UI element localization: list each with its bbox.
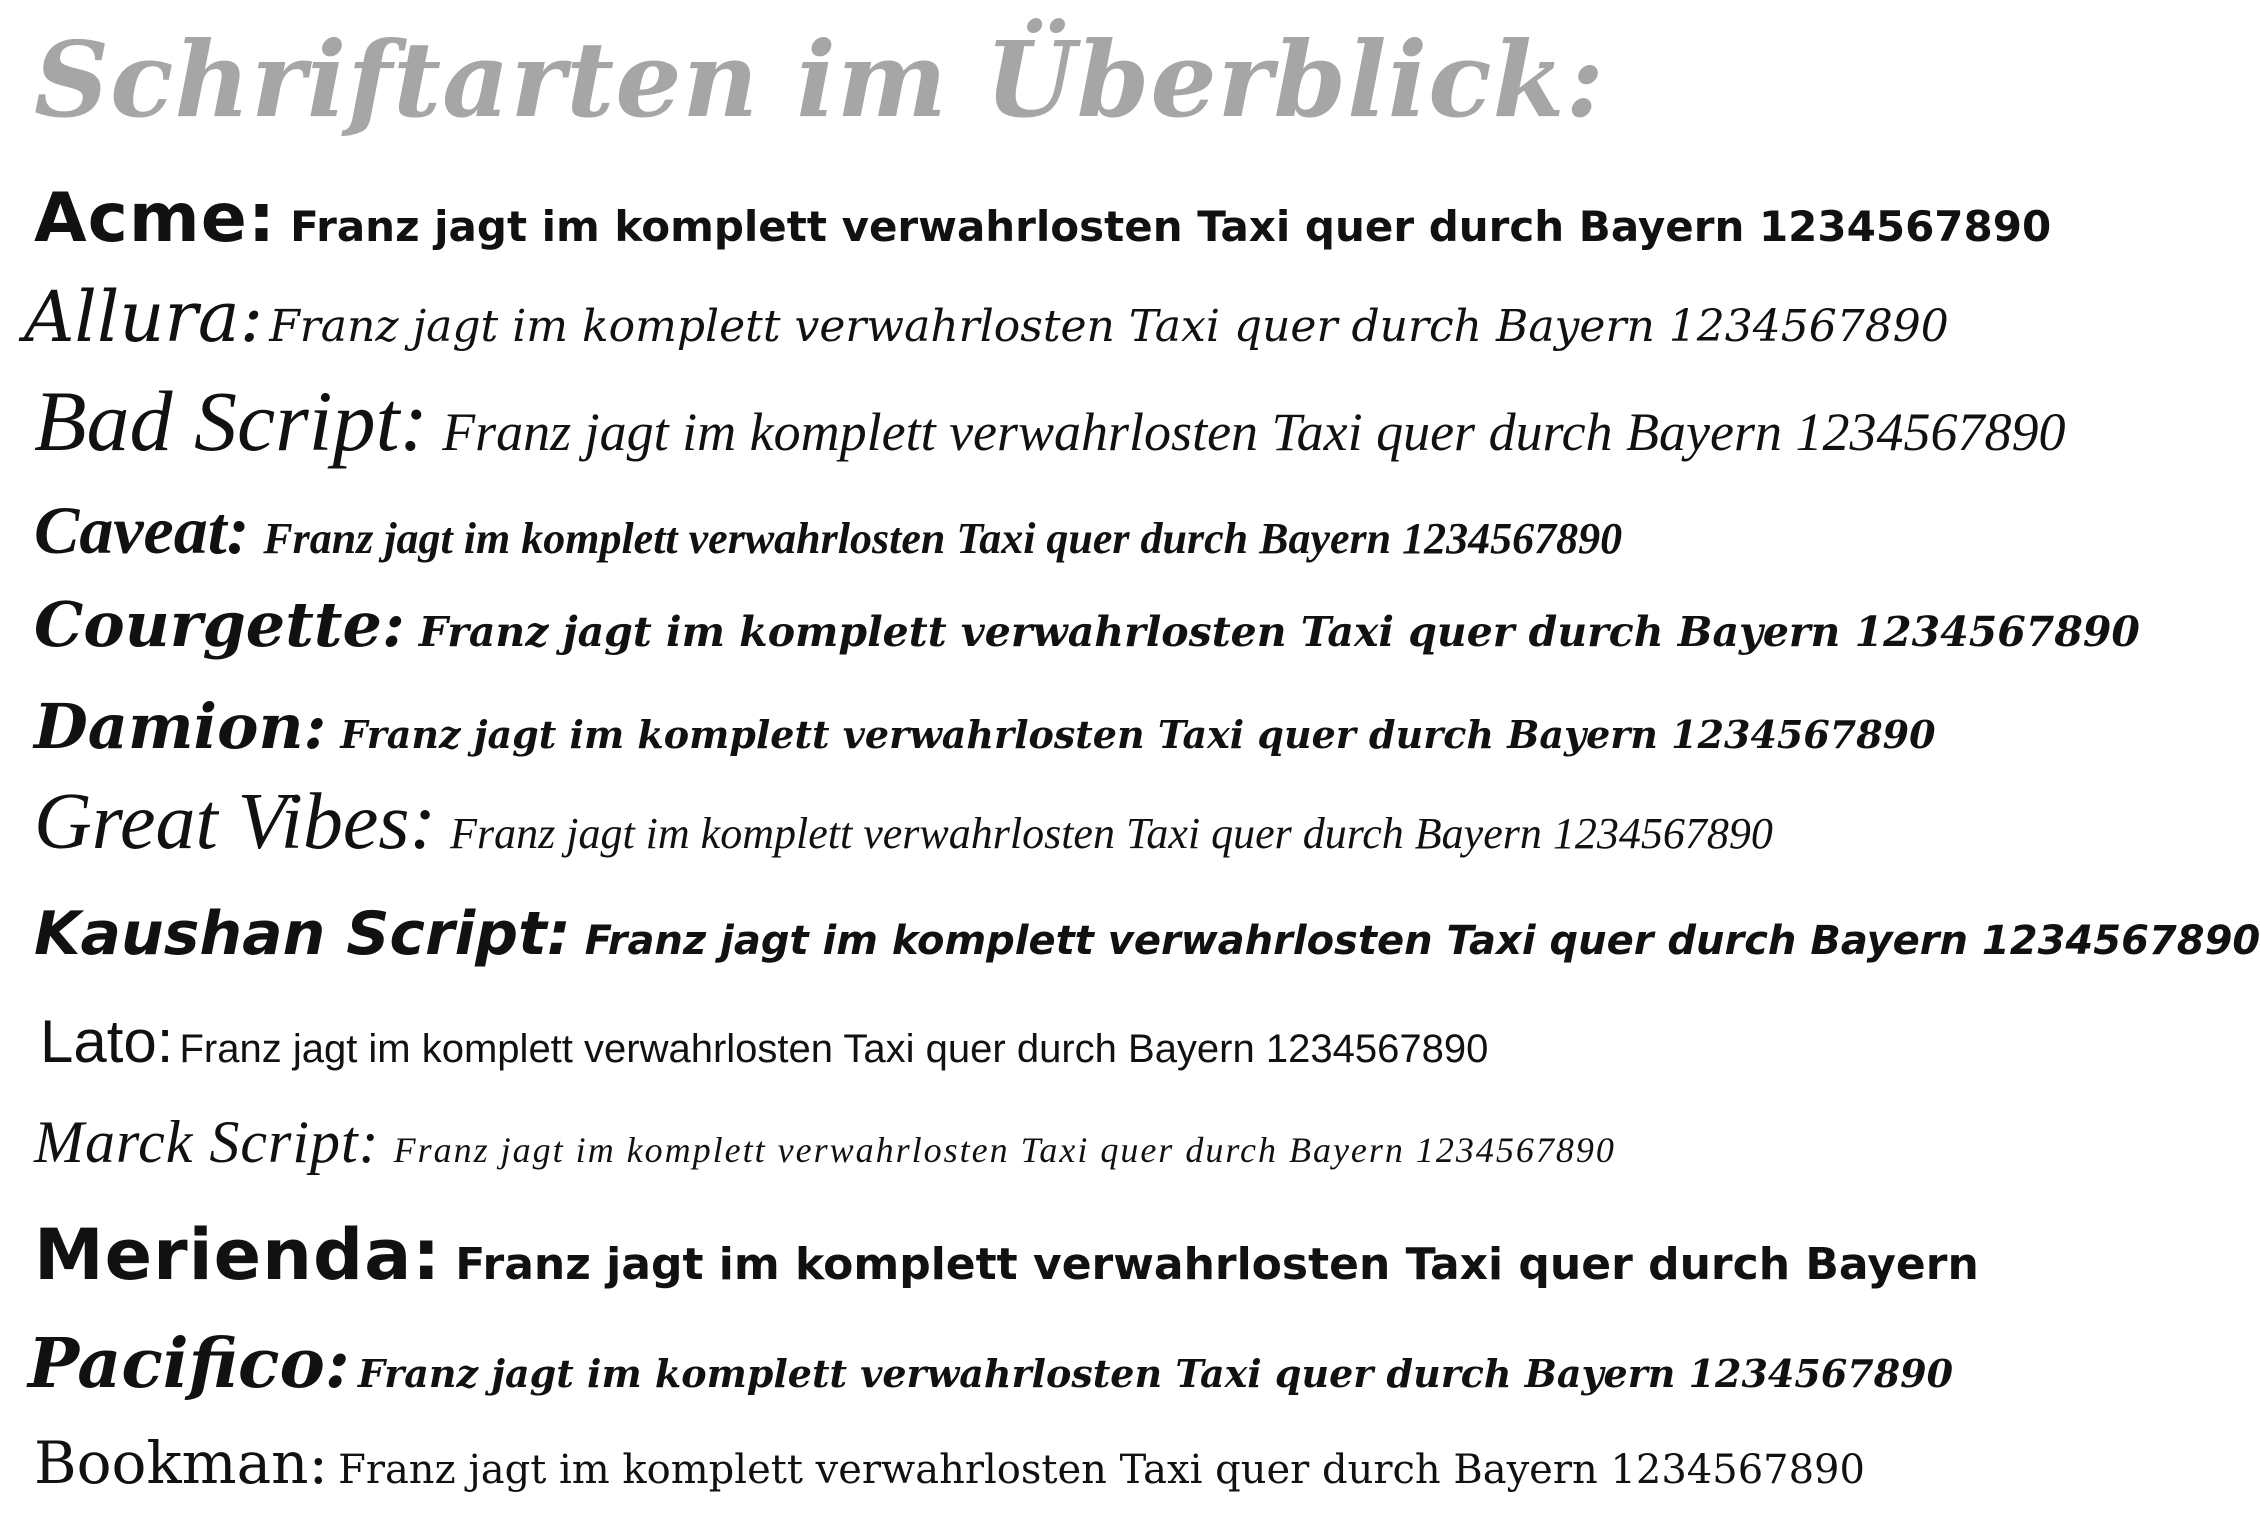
font-row-great-vibes bbox=[34, 778, 1773, 866]
font-sample-text: Franz jagt im komplett verwahrlosten Taxi quer durch Bayern 1234567890 bbox=[269, 301, 1949, 352]
font-sample-text: Franz jagt im komplett verwahrlosten Taxi quer durch Bayern 1234567890 bbox=[418, 608, 2140, 656]
font-sample-text: Franz jagt im komplett verwahrlosten Taxi quer durch Bayern 1234567890 bbox=[393, 1130, 1616, 1170]
font-name-label: Caveat: bbox=[34, 492, 250, 568]
font-row-pacifico bbox=[28, 1324, 1954, 1404]
font-sample-text: Franz jagt im komplett verwahrlosten Taxi quer durch Bayern 1234567890 bbox=[263, 514, 1623, 563]
font-name-label: Pacifico: bbox=[28, 1324, 350, 1404]
font-name-label: Lato: bbox=[40, 1008, 174, 1075]
font-row-merienda bbox=[34, 1214, 1979, 1296]
font-row-allura bbox=[24, 276, 1949, 358]
font-row-kaushan-script bbox=[34, 899, 2260, 969]
font-name-label: Kaushan Script: bbox=[34, 899, 571, 969]
font-name-label: Allura: bbox=[24, 276, 264, 358]
font-name-label: Bad Script: bbox=[34, 373, 429, 469]
font-row-courgette bbox=[34, 588, 2140, 661]
font-sample-text: Franz jagt im komplett verwahrlosten Taxi quer durch Bayern 1234567890 bbox=[290, 202, 2052, 251]
font-sample-text: Franz jagt im komplett verwahrlosten Taxi quer durch Bayern 1234567890 bbox=[179, 1027, 1489, 1071]
font-name-label: Courgette: bbox=[34, 588, 405, 661]
font-name-label: Damion: bbox=[34, 690, 327, 763]
font-row-bookman bbox=[34, 1429, 1865, 1497]
font-row-damion bbox=[34, 690, 1936, 763]
font-name-label: Merienda: bbox=[34, 1214, 442, 1296]
font-row-bad-script bbox=[34, 373, 2066, 469]
font-name-label: Marck Script: bbox=[34, 1109, 380, 1175]
font-row-marck-script bbox=[34, 1109, 1616, 1175]
font-sample-text: Franz jagt im komplett verwahrlosten Taxi quer durch Bayern 1234567890 bbox=[584, 918, 2260, 964]
font-sample-text: Franz jagt im komplett verwahrlosten Taxi quer durch Bayern 1234567890 bbox=[357, 1351, 1954, 1396]
font-name-label: Great Vibes: bbox=[34, 778, 437, 866]
font-sample-text: Franz jagt im komplett verwahrlosten Taxi quer durch Bayern 1234567890 bbox=[340, 712, 1936, 757]
font-sample-text: Franz jagt im komplett verwahrlosten Taxi quer durch Bayern 1234567890 bbox=[442, 402, 2066, 462]
font-name-label: Acme: bbox=[34, 179, 277, 258]
font-sample-text: Franz jagt im komplett verwahrlosten Taxi quer durch Bayern 1234567890 bbox=[450, 809, 1773, 858]
font-name-label: Bookman: bbox=[34, 1429, 329, 1497]
font-row-acme bbox=[34, 179, 2052, 258]
font-row-caveat bbox=[34, 492, 1623, 568]
font-sample-text: Franz jagt im komplett verwahrlosten Taxi quer durch Bayern 1234567890 bbox=[338, 1447, 1865, 1493]
font-row-lato bbox=[40, 1008, 1489, 1075]
font-sample-text: Franz jagt im komplett verwahrlosten Taxi quer durch Bayern bbox=[455, 1239, 1979, 1290]
page-title: Schriftarten im Überblick: bbox=[34, 18, 1605, 141]
